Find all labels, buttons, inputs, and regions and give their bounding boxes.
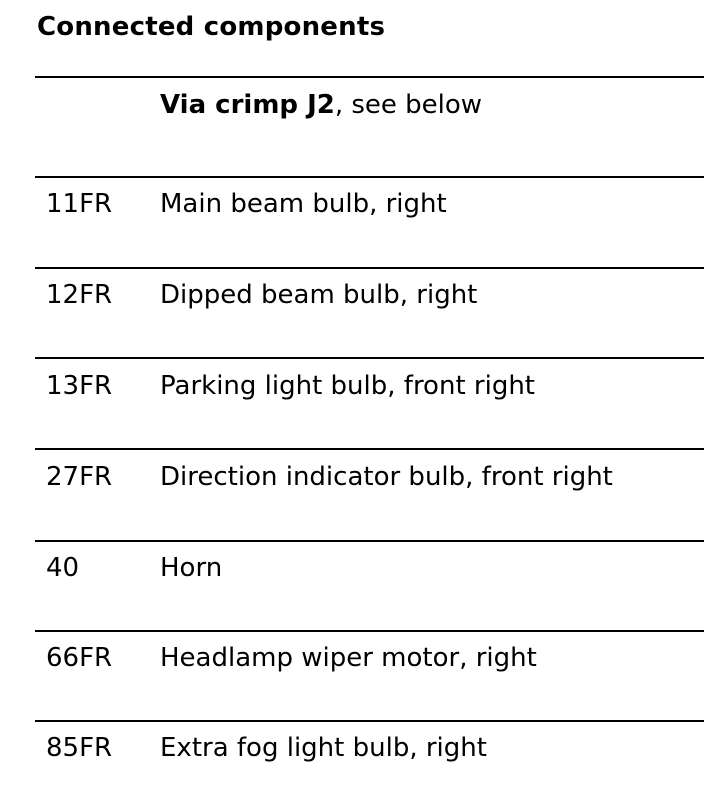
row-divider xyxy=(35,176,704,178)
row-divider xyxy=(35,357,704,359)
component-code: 13FR xyxy=(46,371,113,401)
component-description: Headlamp wiper motor, right xyxy=(160,643,537,673)
component-code: 85FR xyxy=(46,733,113,763)
component-code: 11FR xyxy=(46,189,113,219)
row-divider xyxy=(35,448,704,450)
row-divider xyxy=(35,267,704,269)
component-description: Direction indicator bulb, front right xyxy=(160,462,613,492)
row-divider xyxy=(35,76,704,78)
row-description xyxy=(160,90,482,120)
component-code: 27FR xyxy=(46,462,113,492)
component-code: 40 xyxy=(46,553,80,583)
component-description: Dipped beam bulb, right xyxy=(160,280,478,310)
crimp-reference: Via crimp J2 xyxy=(160,90,335,120)
component-description: Main beam bulb, right xyxy=(160,189,447,219)
crimp-note: , see below xyxy=(334,90,483,120)
row-divider xyxy=(35,720,704,722)
section-heading: Connected components xyxy=(37,12,386,42)
component-code: 66FR xyxy=(46,643,113,673)
row-divider xyxy=(35,630,704,632)
component-description: Parking light bulb, front right xyxy=(160,371,535,401)
component-description: Horn xyxy=(160,553,223,583)
row-divider xyxy=(35,540,704,542)
component-description: Extra fog light bulb, right xyxy=(160,733,487,763)
component-code: 12FR xyxy=(46,280,113,310)
